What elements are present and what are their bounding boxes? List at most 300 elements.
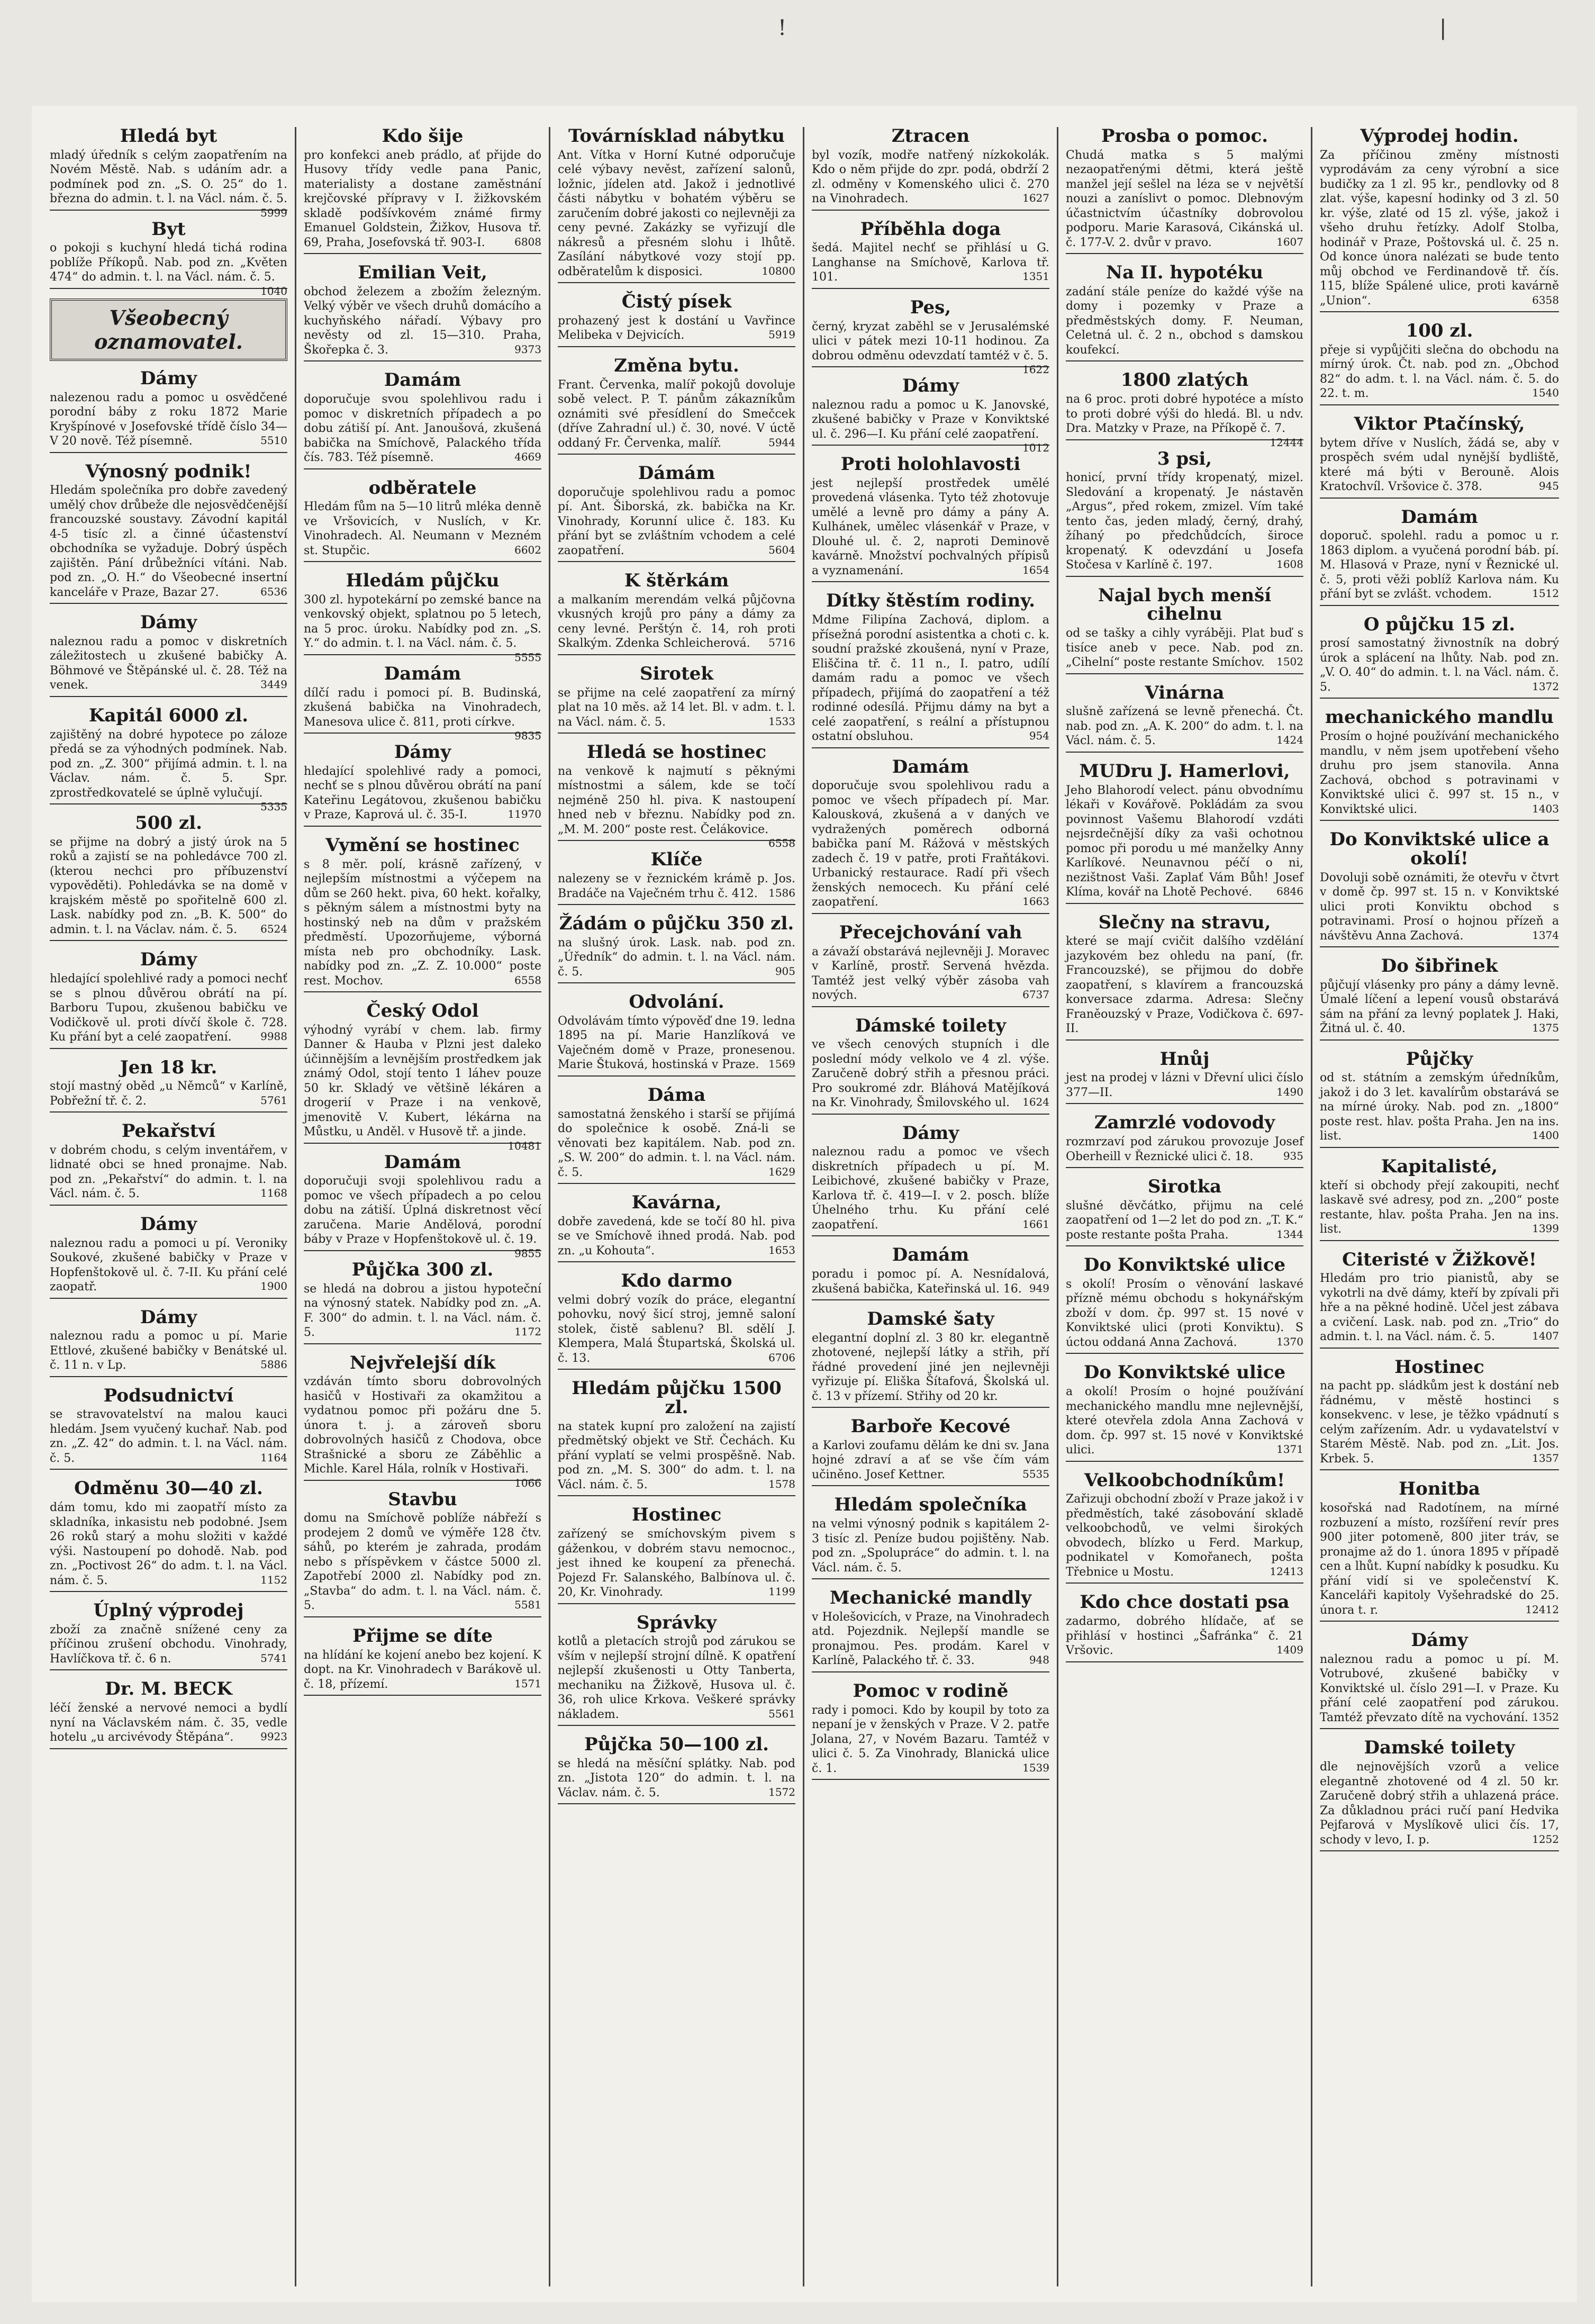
classified-ad (812, 375, 1049, 455)
ad-body (1320, 636, 1559, 694)
ad-number: 5886 (260, 1358, 287, 1371)
ad-body (50, 1079, 287, 1108)
newspaper-page (32, 106, 1577, 2302)
ad-text: na venkově k najmutí s pěknými místnostmi a sálem, kde se točí nejméně 250 hl. piva. K nastoupení hned neb v březnu. Nabídky pod zn. „M. M. 200“ poste rest. Čelákovice. (558, 764, 795, 836)
classified-ad (1320, 1631, 1559, 1729)
ad-text: obchod železem a zbožím železným. Velký výběr ve všech druhů domácího a kuchyňského nářadí. Výbavy pro nevěsty od zl. 15—310. Praha, Škořepka č. 3. (304, 285, 541, 357)
ad-body (1066, 1071, 1303, 1100)
ad-divider (1320, 820, 1559, 821)
ad-title: Hledám půjčku (346, 570, 500, 592)
ad-body (558, 485, 795, 558)
classified-ad (558, 915, 795, 983)
column-1 (42, 127, 296, 2286)
classified-ad (812, 1682, 1049, 1780)
ad-number: 1586 (768, 886, 795, 899)
ad-text: léčí ženské a nervové nemoci a bydlí nyní na Václavském nám. č. 35, vedle hotelu „u arcivévody Štěpána“. (50, 1702, 287, 1744)
ad-number: 948 (1029, 1653, 1049, 1667)
ad-divider (1320, 1621, 1559, 1622)
ad-title: Dámy (140, 949, 197, 971)
ad-number: 5555 (514, 650, 541, 664)
ad-title: Hledám půjčku 1500 zl. (572, 1378, 782, 1418)
ad-title: Jen 18 kr. (120, 1056, 217, 1078)
ad-number: 5761 (260, 1093, 287, 1107)
ad-text: doporučuji svoji spolehlivou radu a pomoc ve všech případech a po celou dobu na zátiší. Úplná diskretnost věcí zaručena. Marie Andělová, porodní báby v Praze v Hopfenštokově ul. č. 19. (304, 1174, 541, 1246)
ad-body (50, 148, 287, 219)
ad-text: dobře zavedená, kde se točí 80 hl. piva se ve Smíchově ihned prodá. Nab. pod zn. „u Kohouta“. (558, 1215, 795, 1258)
ad-title: Pomoc v rodině (853, 1680, 1009, 1702)
ad-body (50, 635, 287, 693)
ad-divider (1066, 1103, 1303, 1104)
ad-title: Hnůj (1159, 1048, 1210, 1070)
ad-body (812, 779, 1049, 910)
classified-ad (304, 836, 541, 992)
ad-text: doporučuje svou spolehlivou radu i pomoc v diskretních případech a po dobu zátiší pí. Ant. Janoušová, zkušená babička na Smíchově, Palackého třída čís. 783. Též písemně. (304, 393, 541, 465)
ad-title: Damám (1401, 506, 1478, 528)
ad-divider (812, 1299, 1049, 1300)
classified-ad (304, 663, 541, 743)
classified-ad (558, 741, 795, 850)
ad-divider (1320, 1147, 1559, 1148)
ad-body (558, 1293, 795, 1366)
classified-ad (1320, 322, 1559, 405)
ad-text: naleznou radu a pomoc u pí. Marie Ettlové, zkušené babičky v Benátské ul. č. 11 n. v Lp. (50, 1330, 287, 1372)
ad-body (1320, 529, 1559, 602)
ad-text: vzdáván tímto sboru dobrovolných hasičů v Hostivaři za okamžitou a vydatnou pomoc při požáru dne 5. února t. j. a zároveň sboru dobrovolných hasičů z Chodova, obce Strašnické a sboru ze Záběhlic a Michle. Karel Hála, rolník v Hostivaři. (304, 1375, 541, 1476)
classified-ad (1320, 415, 1559, 499)
ad-body (558, 1527, 795, 1600)
ad-text: Hledám společníka pro dobře zavedený umělý chov drůbeže dle nejosvědčenější francouzské soustavy. Závodní kapitál 4-5 tisíc zl. a činné účastenství obchodníka se vyžaduje. Dobrý úspěch zajištěn. Pání drůbežníci vítáni. Nab. pod zn. „O. H.“ do Všeobecné insertní kanceláře v Praze, Bazar 27. (50, 484, 287, 599)
classified-ad (558, 1086, 795, 1184)
ad-body (558, 1634, 795, 1722)
classified-ad (812, 1310, 1049, 1408)
ad-title: Byt (151, 218, 186, 240)
ad-title: Dámám (638, 463, 715, 484)
ad-body (304, 148, 541, 250)
classified-ad (304, 371, 541, 469)
ad-title: Dámy (902, 375, 959, 397)
ad-number: 3449 (260, 678, 287, 691)
ad-number: 12412 (1525, 1603, 1559, 1616)
classified-ad (50, 1122, 287, 1206)
ad-divider (1066, 360, 1303, 361)
ad-body (50, 1329, 287, 1373)
ad-title: Přecejchování vah (839, 921, 1022, 943)
ad-body (1066, 1614, 1303, 1658)
ad-divider (1320, 946, 1559, 947)
ad-title: Damské toilety (1364, 1737, 1515, 1759)
ad-number: 1900 (260, 1280, 287, 1293)
classified-ad (812, 1589, 1049, 1672)
ad-text: kosořská nad Radotínem, na mírné rozbuzení a místo, rozšíření revír pres 900 jiter potomeně, 800 jiter tráv, se pronajme až do 1. února 1895 v případě cen a lhůt. Kupní nabídky k posudku. Ku přání vidí si ve společenství K. Kanceláři kapitoly Vyšehradské do 25. února t. r. (1320, 1502, 1559, 1617)
classified-ad (304, 264, 541, 361)
ad-title: Pekařství (121, 1120, 216, 1142)
ad-divider (304, 1343, 541, 1344)
ad-number: 1607 (1276, 235, 1303, 248)
ad-body (50, 728, 287, 813)
ad-number: 1012 (1022, 441, 1049, 455)
ad-title: Mechanické mandly (829, 1587, 1032, 1609)
ad-divider (812, 445, 1049, 446)
classified-ad (1066, 1363, 1303, 1461)
ad-title: Úplný výprodej (93, 1600, 244, 1622)
ad-title: Barboře Kecové (850, 1416, 1011, 1437)
ad-text: zboží za značně snížené ceny za příčinou zrušení obchodu. Vinohrady, Havlíčkova tř. č. 6 n. (50, 1623, 287, 1666)
ad-divider (1066, 1245, 1303, 1246)
ad-number: 6558 (768, 837, 795, 850)
ad-divider (558, 1603, 795, 1604)
ad-number: 1533 (768, 715, 795, 728)
ad-title: Vinárna (1145, 682, 1225, 703)
ad-text: na slušný úrok. Lask. nab. pod zn. „Úředník“ do admin. t. l. na Václ. nám. č. 5. (558, 936, 795, 979)
ad-text: se přijme na dobrý a jistý úrok na 5 roků a zajistí se na pohledávce 700 zl. (kterou nechci pro příbuzenství vypověděti). Pohledávka se na domě v krajském městě po spořitelně 600 zl. Lask. nabídky pod zn. „B. K. 500“ do admin. t. l. na Václav. nám. č. 5. (50, 835, 287, 936)
ad-divider (812, 581, 1049, 582)
ad-body (304, 1511, 541, 1613)
ad-number: 11970 (507, 808, 541, 821)
ad-number: 12413 (1270, 1565, 1303, 1578)
ad-body (812, 1439, 1049, 1482)
ad-number: 1370 (1276, 1335, 1303, 1348)
ad-text: výhodný vyrábí v chem. lab. firmy Danner & Hauba v Plzni jest daleko účinnějším a levnějším prostředkem jak známý Odol, stojí tento 1 láhev pouze 50 kr. Skladý ve většině lékáren a drogerií v Praze i na venkově, jmenovitě V. Kubert, lékárna na Můstku, u Anděl. v Husově tř. a jinde. (304, 1023, 541, 1139)
ad-number: 9923 (260, 1730, 287, 1743)
ad-number: 1539 (1022, 1761, 1049, 1774)
ad-divider (304, 360, 541, 361)
ad-divider (50, 288, 287, 289)
ad-number: 1409 (1276, 1643, 1303, 1656)
ad-text: naleznou radu a pomoc ve všech diskretních případech u pí. M. Leibichové, zkušené babičky v Praze, Karlova tř. č. 419—I. v 2. posch. blíže Úhelného trhu. Ku přání celé zaopatření. (812, 1145, 1049, 1232)
classified-ad (1320, 1155, 1559, 1241)
ad-title: Kdo šije (382, 127, 464, 147)
ad-body (50, 483, 287, 600)
ad-number: 1400 (1532, 1129, 1559, 1142)
classified-ad (812, 455, 1049, 582)
ad-body (558, 1107, 795, 1180)
ad-number: 1627 (1022, 192, 1049, 205)
classified-ad (812, 296, 1049, 376)
ad-divider (1320, 498, 1559, 499)
ad-title: Český Odol (366, 1000, 479, 1021)
ad-number: 1424 (1276, 734, 1303, 747)
ad-divider (50, 803, 287, 804)
ad-number: 4669 (514, 450, 541, 464)
page-edge-marks (0, 16, 1595, 48)
ad-divider (1066, 1039, 1303, 1041)
ad-text: nalezeny se v řeznickém krámě p. Jos. Bradáče na Vaječném trhu č. 412. (558, 872, 795, 900)
classified-ad (50, 1056, 287, 1113)
ad-title: 500 zl. (135, 812, 202, 834)
classified-ad (558, 1614, 795, 1726)
ad-number: 5581 (514, 1598, 541, 1612)
ad-number: 1344 (1276, 1227, 1303, 1241)
ad-text: v Holešovicích, v Praze, na Vinohradech atd. Pojezdnik. Nejlepší mandle se pronajmou. Pes. prodám. Karel v Karlíně, Palackého tř. č. 33. (812, 1610, 1049, 1668)
ad-number: 12444 (1270, 436, 1303, 449)
ad-text: samostatná ženského i starší se přijímá do společnice k osobě. Zná-li se věnovati bez kapitálem. Nab. pod zn. „S. W. 200“ do admin. t. l. na Václ. nám. č. 5. (558, 1107, 795, 1179)
ad-divider (558, 561, 795, 562)
ad-title: Dámy (394, 741, 451, 763)
ad-text: a malkaním merendám velká půjčovna vkusných krojů pro pány a dámy za ceny levné. Perštýn č. 14, roh proti Skalkým. Zdenka Schleicherová. (558, 593, 795, 650)
ad-title: Hledá se hostinec (586, 741, 767, 763)
ad-title: Damám (892, 756, 969, 777)
ad-title: Viktor Ptačínský, (1354, 413, 1525, 435)
ad-body (812, 1610, 1049, 1668)
ad-text: od st. státním a zemským úředníkům, jakož i do 3 let. kavalírům obstarává se na mírné úroky. Nab. pod zn. „1800“ poste rest. hlav. pošta Praha. Jen na ins. list. (1320, 1071, 1559, 1143)
ad-divider (1066, 1661, 1303, 1662)
ad-text: Mdme Filipína Zachová, diplom. a přísežná porodní asistentka a choti c. k. soudní pražské zkoušená, nyní v Praze, Eliščina tř. č. 11 n., I. patro, udílí damám radu a pomoc ve všech případech, přijímá do zaopatření a též rodinné odesílá. Přijmu dámy na byt a celé zaopatření, s reální a přístupnou ostatní obsluhou. (812, 613, 1049, 744)
ad-number: 1199 (768, 1585, 795, 1598)
classified-ad (812, 1417, 1049, 1486)
ad-title: Továrnísklad nábytku (568, 127, 785, 147)
ad-title: Na II. hypotéku (1106, 262, 1263, 284)
ad-number: 1540 (1532, 386, 1559, 400)
ad-body (1320, 1379, 1559, 1466)
ad-title: Kavárna, (631, 1192, 722, 1214)
ad-text: zařízený se smíchovským pivem s gáženkou, v dobrém stavu nemocnoc., jest ihned ke koupení za přenechá. Pojezd Fr. Salanského, Balbínova ul. č. 20, Kr. Vinohrady. (558, 1527, 795, 1599)
classified-ad (1066, 1114, 1303, 1168)
ad-text: kotlů a pletacích strojů pod zárukou se vším v nejlepší strojní dílně. K opatření nejlepší zkušenosti u Otty Tanberta, mechaniku na Žižkově, Husova ul. č. 36, roh ulice Krkova. Veškeré správky nákladem. (558, 1635, 795, 1721)
ad-body (304, 1282, 541, 1340)
ad-divider (812, 1407, 1049, 1408)
ad-body (304, 857, 541, 989)
ad-text: a závaží obstarává nejlevněji J. Moravec v Karlíně, prostř. Servená hvězda. Tamtéž jest velký výběr zásoba vah nových. (812, 945, 1049, 1002)
classified-ad (304, 1352, 541, 1489)
ad-number: 1357 (1532, 1451, 1559, 1464)
edge-mark-1: ! (778, 16, 787, 40)
ad-number: 1352 (1532, 1710, 1559, 1723)
ad-title: Najal bych menší cihelnu (1098, 584, 1272, 625)
classified-ad (304, 479, 541, 563)
ad-text: prosí samostatný živnostník na dobrý úrok a splácení na lhůty. Nab. pod zn. „V. O. 40“ do admin. t. l. na Václ. nám. č. 5. (1320, 637, 1559, 694)
ad-title: Výprodej hodin. (1360, 127, 1519, 147)
ad-number: 1372 (1532, 680, 1559, 693)
ad-body (558, 764, 795, 850)
ad-divider (1066, 1461, 1303, 1462)
classified-ad (812, 1246, 1049, 1300)
ad-divider (558, 1725, 795, 1726)
ad-number: 1572 (768, 1785, 795, 1798)
classified-ad (558, 572, 795, 655)
ad-body (304, 1023, 541, 1152)
ad-text: Prosím o hojné používání mechanického mandlu, v něm jsem upotřebení všeho druhu pro jsem stanovila. Anna Zachová, obchod s potravinami v Konviktské ulici č. 997 st. 15 n., v Konviktské ulici. (1320, 730, 1559, 816)
ad-divider (304, 1695, 541, 1696)
ad-divider (1320, 1728, 1559, 1729)
ad-text: jest nejlepší prostředek umělé provedená vlásenka. Tyto též zhotovuje umělé a levně pro dámy a pány A. Kulhánek, umělec vlásenkář v Praze, v Dlouhé ul. č. 2, naproti Deminově kavárně. Množství pochvalných přípisů a vyznamenání. (812, 476, 1049, 577)
ad-title: Damám (892, 1244, 969, 1266)
ad-number: 945 (1538, 480, 1559, 493)
ad-text: s 8 měr. polí, krásně zařízený, v nejlepším místnostmi a výčepem na dům se 260 hekt. piva, 60 hekt. kořalky, s pěkným sálem a místnostmi byty na hostinský neb na dům v pražském předměstí. Upozorňujeme, výborná místa neb pro obchodníky. Lask. nabídky pod zn. „Z. Z. 10.000“ poste rest. Mochov. (304, 857, 541, 988)
ad-body (304, 686, 541, 743)
ad-title: Sirotka (1147, 1176, 1222, 1198)
classified-ad (50, 1602, 287, 1670)
ad-title: Hledám společníka (834, 1494, 1027, 1516)
classified-ad (304, 570, 541, 664)
classified-ad (304, 743, 541, 827)
ad-divider (50, 1591, 287, 1592)
ad-divider (50, 1376, 287, 1377)
ad-title: Dámy (1411, 1630, 1468, 1651)
ad-text: Odvolávám tímto výpověď dne 19. ledna 1895 na pí. Marie Hanzlíková ve Vaječném domě v Praze, pronesenou. Marie Štuková, hostinská v Praze. (558, 1014, 795, 1072)
ad-body (1066, 626, 1303, 670)
ad-title: Podsudnictví (103, 1385, 234, 1406)
ad-number: 10481 (507, 1139, 541, 1152)
ad-text: kteří si obchody přejí zakoupiti, nechť laskavě své adresy, pod zn. „200“ poste restante, hlav. pošta Praha. Jen na ins. list. (1320, 1179, 1559, 1236)
classified-ad (50, 1215, 287, 1299)
ad-body (1320, 729, 1559, 817)
ad-divider (50, 1298, 287, 1299)
classified-ad (1066, 684, 1303, 753)
classified-ad (558, 851, 795, 905)
ad-text: na hlídání ke kojení anebo bez kojení. K dopt. na Kr. Vinohradech v Barákově ul. č. 18, přízemí. (304, 1648, 541, 1691)
ad-title: Dámy (140, 1213, 197, 1235)
ad-title: Zamrzlé vodovody (1094, 1112, 1275, 1134)
classified-ad (558, 1735, 795, 1804)
ad-divider (50, 603, 287, 604)
ad-number: 9855 (514, 1246, 541, 1260)
ad-number: 10800 (762, 264, 795, 277)
ad-text: hledající spolehlivé rady a pomoci nechť se s plnou důvěrou obrátí na pí. Barboru Tupou, zkušenou babičku ve Vodičkově ul. proti dívčí škole č. 728. Ku přání byt a celé zaopatření. (50, 972, 287, 1044)
ad-title: Kapitál 6000 zl. (88, 704, 249, 726)
classified-ad (304, 1490, 541, 1617)
ad-number: 6558 (514, 973, 541, 987)
classified-ad (1066, 127, 1303, 254)
ad-number: 954 (1029, 729, 1049, 743)
ad-text: od se tašky a cihly vyráběji. Plat buď s tisíce aneb v pece. Nab. pod zn. „Cihelní“ poste restante Smíchov. (1066, 627, 1303, 670)
ad-title: Hledá byt (120, 127, 217, 147)
ad-number: 1661 (1022, 1217, 1049, 1231)
ad-title: Hostinec (1394, 1356, 1484, 1378)
ad-body (50, 1236, 287, 1295)
ad-body (1320, 436, 1559, 494)
ad-divider (812, 1235, 1049, 1236)
classified-ad (1320, 1739, 1559, 1851)
ad-title: Dáma (647, 1084, 706, 1106)
ad-divider (558, 982, 795, 983)
ad-divider (812, 1006, 1049, 1007)
classified-ad (558, 127, 795, 283)
classified-ad (1066, 450, 1303, 577)
ad-body (304, 764, 541, 822)
ad-title: Damám (384, 663, 461, 684)
ad-text: jest na prodej v lázni v Dřevní ulici číslo 377—II. (1066, 1071, 1303, 1099)
ad-divider (558, 1075, 795, 1077)
ad-number: 5510 (260, 434, 287, 447)
classified-ad (812, 921, 1049, 1007)
ad-text: které se mají cvičit dalšího vzdělání jazykovém bez ohledu na paní, (fr. Francouzské), se přijmou do dobře zaopatření, s klavírem a francouzská konversace zdarma. Adresa: Slečny Franěouzský v Praze, Vodičkova č. 697-II. (1066, 935, 1303, 1036)
classified-ad (812, 127, 1049, 211)
ad-divider (812, 1578, 1049, 1579)
ad-body (1066, 1385, 1303, 1458)
ad-text: a okolí! Prosím o hojné používání mechanického mandlu mne nejlevnější, které otevřela zdola Anna Zachová v dom. čp. 997 st. 15 nové v Konviktské ulici. (1066, 1385, 1303, 1457)
ad-title: Čistý písek (621, 291, 732, 313)
ad-divider (304, 991, 541, 992)
classified-ad (1320, 1480, 1559, 1622)
ad-title: Emilian Veit, (358, 262, 487, 284)
ad-divider (558, 840, 795, 841)
ad-number: 1168 (260, 1187, 287, 1200)
ad-number: 1252 (1532, 1832, 1559, 1846)
ad-divider (1320, 404, 1559, 405)
ad-number: 1622 (1022, 363, 1049, 376)
ad-divider (1066, 673, 1303, 674)
ad-divider (304, 253, 541, 254)
ad-number: 9373 (514, 342, 541, 356)
ad-text: zadarmo, dobrého hlídače, ať se přihlásí v hostinci „Šafránka“ č. 21 Vršovic. (1066, 1615, 1303, 1657)
ad-number: 6536 (260, 585, 287, 598)
ad-body (558, 936, 795, 980)
classified-ad (558, 357, 795, 455)
ad-number: 1351 (1022, 270, 1049, 283)
ad-body (304, 1648, 541, 1692)
ad-number: 6737 (1022, 988, 1049, 1001)
classified-ad (50, 1479, 287, 1592)
ad-text: Jeho Blahorodí velect. pánu obvodnímu lékaři v Kovářově. Pokládám za svou povinnost Vašemu Blahorodí vzdáti nejsrdečnější díky za vaši ochotnou pomoc při porodu u mé manželky Anny Karlíkové. Neunavnou péčí o ni, nezištnost Vaši. Zaplať Vám Bůh! Josef Klíma, kovář na Lhotě Pechové. (1066, 783, 1303, 899)
ad-text: Chudá matka s 5 malými nezaopatřenými dětmi, která ještě manžel její sešlel na léza se v největší nouzi a zaníslivt o pomoc. Dlebnovým účastnictvím účastníky dobrovolou podporu. Marie Karasová, Cikánská ul. č. 177-V. 2. dvůr v pravo. (1066, 148, 1303, 249)
ad-text: šedá. Majitel nechť se přihlásí u G. Langhanse na Smíchově, Karlova tř. 101. (812, 241, 1049, 284)
ad-number: 9988 (260, 1030, 287, 1043)
ad-number: 6706 (768, 1351, 795, 1364)
ad-body (304, 285, 541, 358)
ad-number: 1512 (1532, 587, 1559, 600)
classified-ad (1066, 1471, 1303, 1584)
ad-body (304, 1174, 541, 1260)
ad-number: 1164 (260, 1451, 287, 1464)
ad-number: 1407 (1532, 1330, 1559, 1343)
classified-ad (1066, 1256, 1303, 1354)
ad-title: Damské šaty (867, 1308, 994, 1330)
ad-title: MUDru J. Hamerlovi, (1079, 760, 1290, 782)
ad-text: naleznou radu a pomoc u K. Janovské, zkušené babičky v Praze v Konviktské ul. č. 296—I. Ku přání celé zaopatření. (812, 398, 1049, 441)
ad-body (812, 1331, 1049, 1404)
classified-ad (1320, 830, 1559, 947)
ad-divider (812, 913, 1049, 914)
ad-text: Hledám fům na 5—10 litrů mléka denně ve Vršovicích, v Nuslích, v Kr. Vinohradech. Al. Neumann v Mezném st. Stupčic. (304, 500, 541, 557)
column-3 (550, 127, 804, 2286)
ad-text: 300 zl. hypotekární po zemské bance na venkovský objekt, splatnou po 5 letech, na 5 proc. úroku. Nabídky pod zn. „S. Y.“ do admin. t. l. na Václ. nám. č. 5. (304, 593, 541, 650)
ad-divider (304, 561, 541, 562)
ad-divider (1320, 605, 1559, 606)
column-4 (804, 127, 1058, 2286)
classified-ad (1066, 369, 1303, 449)
ad-body (812, 1267, 1049, 1296)
ad-divider (50, 1048, 287, 1049)
ad-text: Dovoluji sobě oznámiti, že otevřu v čtvrt v domě čp. 997 st. 15 n. v Konviktské ulici proti Konviktu obchod s potravinami. Prosí o hojnou přízeň a návštěvu Anna Zachová. (1320, 871, 1559, 943)
ad-text: na 6 proc. proti dobré hypotéce a místo to proti dobré výši do hledá. Bl. u ndv. Dra. Matzky v Praze, na Příkopě č. 7. (1066, 393, 1303, 436)
ad-title: Do Konviktské ulice (1083, 1254, 1286, 1276)
ad-text: dám tomu, kdo mi zaopatří místo za skladníka, inkasistu neb podobné. Jsem 26 roků starý a mohu složiti v každé výši. Nastoupení po dohodě. Nab. pod zn. „Poctivost 26“ do adm. t. l. na Václ. nám. č. 5. (50, 1501, 287, 1587)
ad-title: Hostinec (631, 1504, 722, 1526)
classified-ad (1066, 1050, 1303, 1105)
ad-title: Dámy (140, 612, 197, 634)
ad-number: 1066 (514, 1476, 541, 1489)
ad-body (812, 613, 1049, 744)
ad-body (1066, 704, 1303, 748)
ad-text: půjčují vlásenky pro pány a dámy levně. Úmalé líčení a lepení vousů obstarává sám na přání za levný poplatek J. Haki, Žitná ul. č. 40. (1320, 978, 1559, 1036)
classified-ad (812, 758, 1049, 914)
ad-text: slušné děvčátko, přijmu na celé zaopatření od 1—2 let do pod zn. „T. K.“ poste restante pošta Praha. (1066, 1199, 1303, 1242)
ad-divider (1066, 439, 1303, 440)
ad-body (812, 476, 1049, 578)
ad-number: 1629 (768, 1165, 795, 1178)
ad-divider (812, 1114, 1049, 1115)
classified-ad (50, 1387, 287, 1470)
ad-number: 1374 (1532, 928, 1559, 942)
ad-title: Do Konviktské ulice a okolí! (1329, 829, 1549, 869)
classified-ad (50, 1680, 287, 1749)
classified-ad (304, 1151, 541, 1260)
ad-divider (1320, 1469, 1559, 1470)
classified-ad (50, 704, 287, 813)
ad-body (1066, 1492, 1303, 1579)
ad-title: Ztracen (891, 127, 970, 147)
classified-ad (812, 592, 1049, 748)
